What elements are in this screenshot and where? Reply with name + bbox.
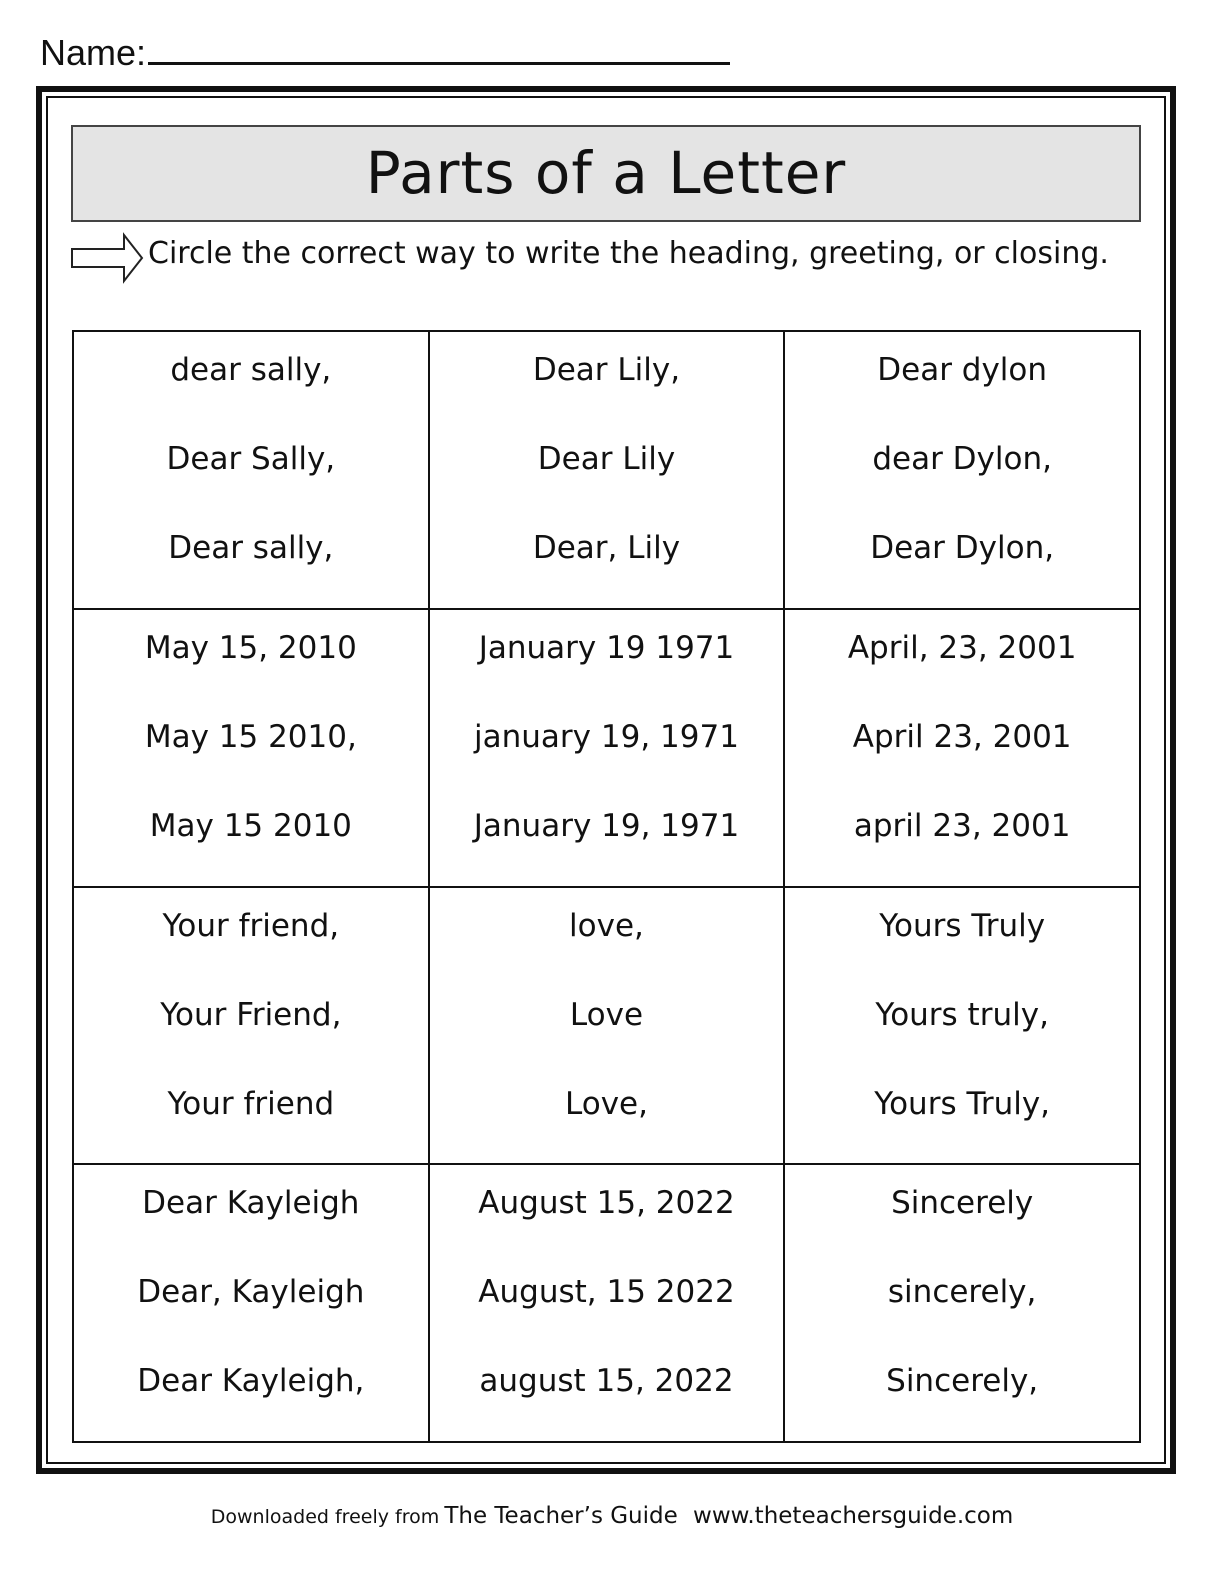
option-text[interactable]: Dear Dylon, <box>870 530 1055 566</box>
option-text[interactable]: January 19 1971 <box>478 629 735 666</box>
option-text[interactable]: dear sally, <box>170 352 332 388</box>
grid-cell <box>784 331 1140 609</box>
worksheet-title: Parts of a Letter <box>71 125 1141 222</box>
option-text[interactable]: Yours truly, <box>875 996 1049 1033</box>
grid-cell <box>429 1164 785 1442</box>
option-text[interactable]: january 19, 1971 <box>474 718 739 755</box>
footer-url[interactable]: www.theteachersguide.com <box>693 1503 1014 1529</box>
grid-cell <box>73 887 429 1165</box>
option-text[interactable]: Dear Lily <box>537 441 676 477</box>
grid-cell <box>784 887 1140 1165</box>
option-text[interactable]: dear Dylon, <box>872 441 1052 477</box>
option-text[interactable]: sincerely, <box>887 1274 1037 1311</box>
option-text[interactable]: Your friend, <box>162 907 340 944</box>
grid-cell <box>73 331 429 609</box>
option-text[interactable]: Dear, Lily <box>532 530 681 566</box>
option-text[interactable]: Dear Kayleigh <box>142 1185 360 1222</box>
grid-row <box>73 331 1140 609</box>
footer-site-name: The Teacher’s Guide <box>444 1503 678 1529</box>
option-text[interactable]: Dear, Kayleigh <box>137 1274 365 1311</box>
grid-row <box>73 1164 1140 1442</box>
option-text[interactable]: april 23, 2001 <box>853 807 1071 844</box>
option-text[interactable]: love, <box>569 907 644 944</box>
option-text[interactable]: August, 15 2022 <box>478 1274 735 1311</box>
options-grid <box>72 330 1141 1443</box>
grid-cell <box>784 609 1140 887</box>
grid-cell <box>429 609 785 887</box>
arrow-right-icon <box>70 232 144 284</box>
option-text[interactable]: May 15 2010, <box>144 718 357 755</box>
option-text[interactable]: Love, <box>565 1085 648 1122</box>
option-text[interactable]: May 15, 2010 <box>144 629 357 666</box>
instruction-text: Circle the correct way to write the heading, greeting, or closing. <box>148 236 1109 271</box>
grid-cell <box>784 1164 1140 1442</box>
grid-cell <box>429 887 785 1165</box>
option-text[interactable]: April 23, 2001 <box>852 718 1072 755</box>
option-text[interactable]: Dear sally, <box>168 530 334 566</box>
option-text[interactable]: Your friend <box>167 1085 335 1122</box>
option-text[interactable]: Yours Truly <box>879 907 1046 944</box>
name-field <box>40 28 730 75</box>
option-text[interactable]: Your Friend, <box>160 996 342 1033</box>
option-text[interactable]: Dear Lily, <box>532 352 681 388</box>
option-text[interactable]: Yours Truly, <box>874 1085 1051 1122</box>
instruction <box>70 230 1150 286</box>
name-blank-line[interactable] <box>148 28 730 65</box>
footer <box>0 1503 1224 1529</box>
option-text[interactable]: April, 23, 2001 <box>847 629 1077 666</box>
option-text[interactable]: Dear Sally, <box>166 441 336 477</box>
option-text[interactable]: Love <box>569 996 644 1033</box>
option-text[interactable]: May 15 2010 <box>149 807 352 844</box>
grid-cell <box>73 1164 429 1442</box>
option-text[interactable]: January 19, 1971 <box>473 807 740 844</box>
option-text[interactable]: Sincerely, <box>886 1363 1039 1400</box>
name-label: Name: <box>40 32 147 73</box>
option-text[interactable]: Sincerely <box>891 1185 1034 1222</box>
option-text[interactable]: Dear Kayleigh, <box>137 1363 365 1400</box>
grid-cell <box>73 609 429 887</box>
option-text[interactable]: August 15, 2022 <box>478 1185 735 1222</box>
grid-cell <box>429 331 785 609</box>
option-text[interactable]: august 15, 2022 <box>479 1363 734 1400</box>
footer-prefix: Downloaded freely from <box>210 1506 440 1528</box>
option-text[interactable]: Dear dylon <box>877 352 1048 388</box>
grid-row <box>73 887 1140 1165</box>
grid-row <box>73 609 1140 887</box>
